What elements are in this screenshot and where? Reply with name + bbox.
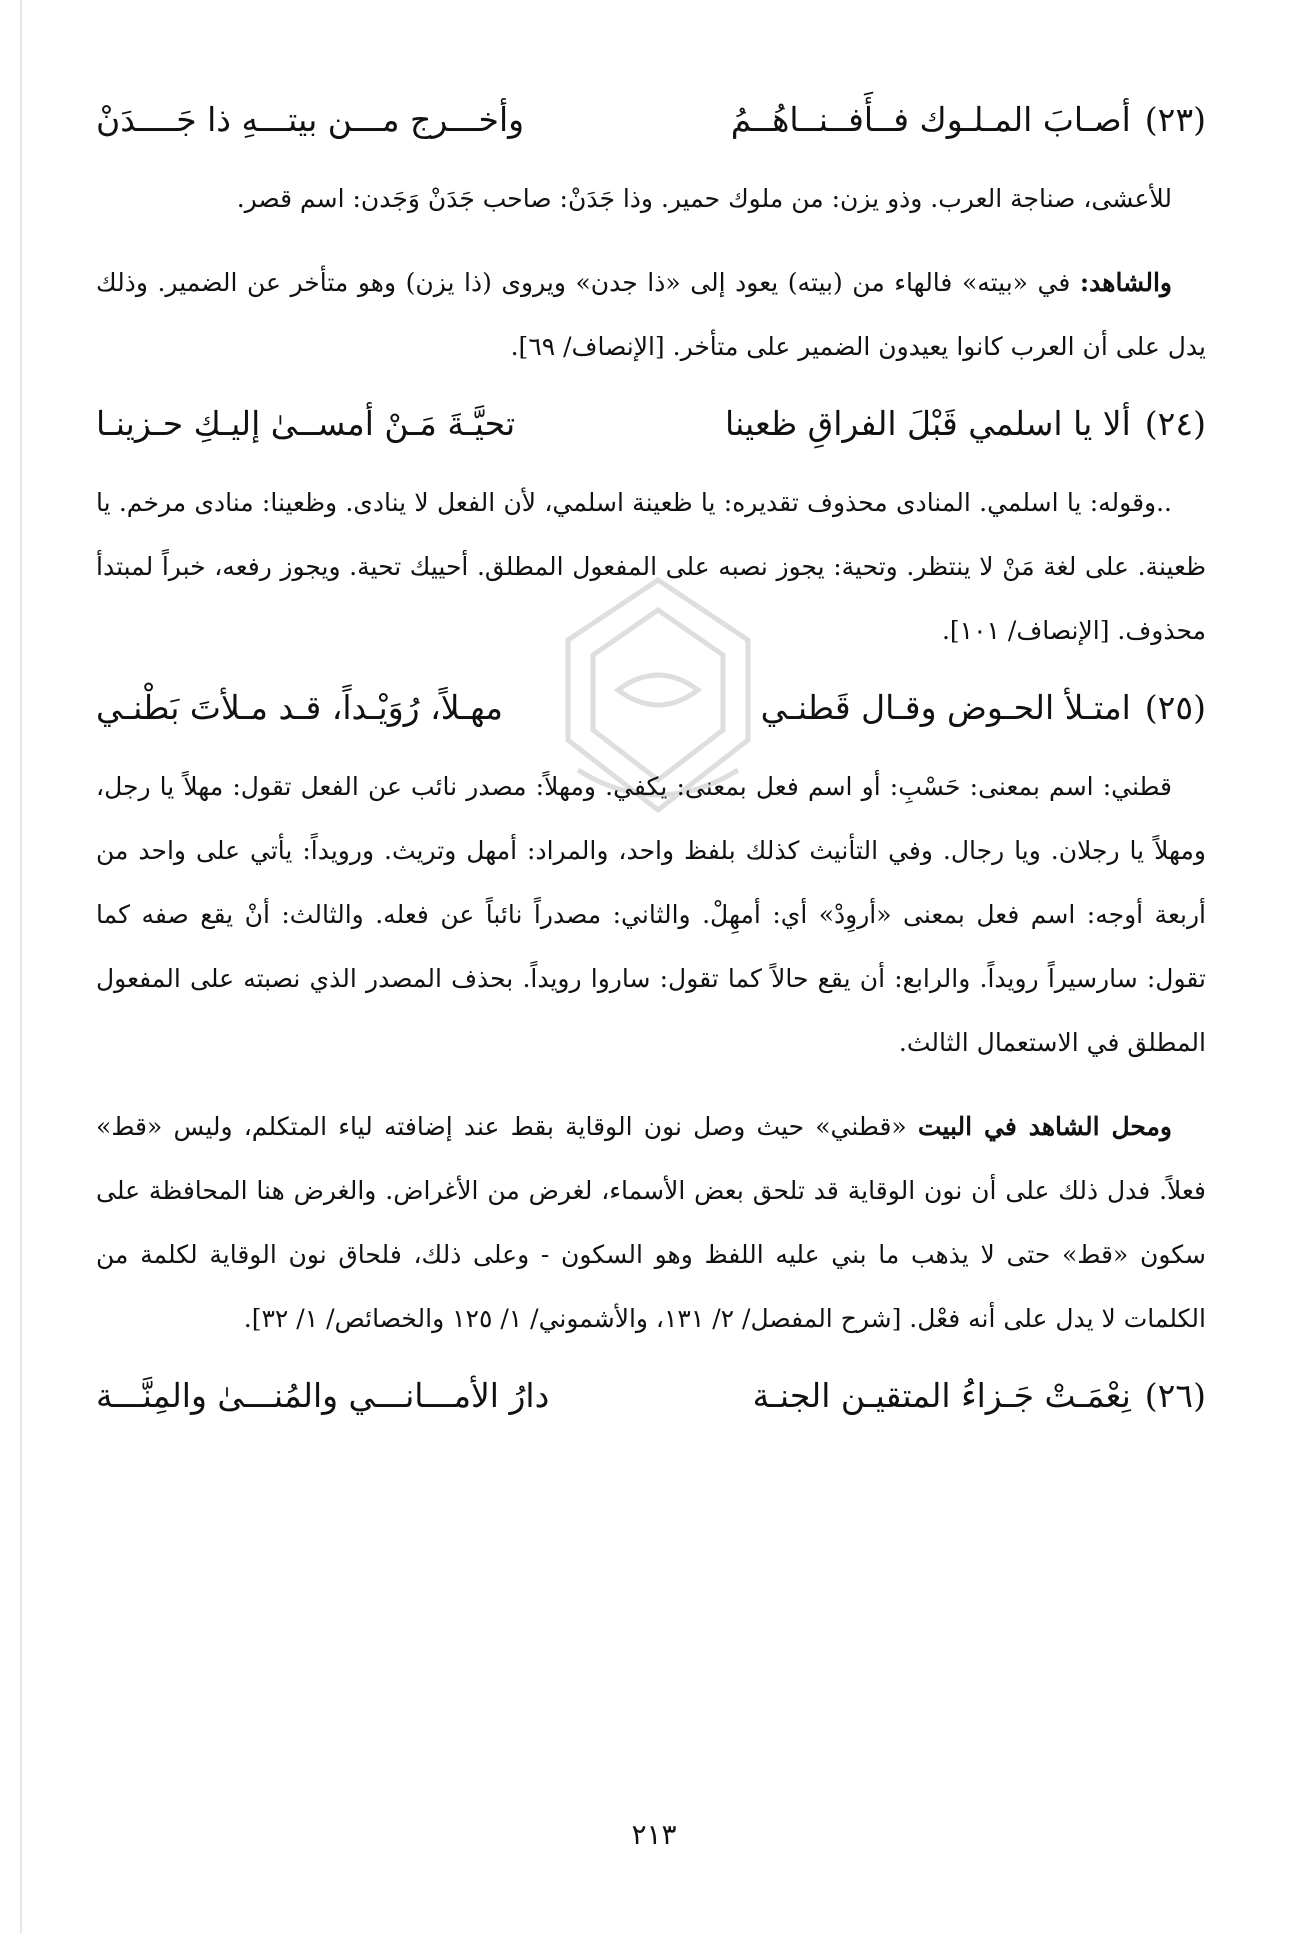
verse-second-hemistich: دارُ الأمـــانـــي والمُنـــىٰ والمِنَّـــة (95, 1376, 550, 1415)
verse-24 (96, 399, 1206, 449)
verse-second-hemistich: وأخـــرج مـــن بيتـــهِ ذا جَــــدَنْ (96, 100, 525, 139)
evidence-lead: والشاهد: (1079, 268, 1172, 297)
commentary-paragraph: قطني: اسم بمعنى: حَسْبِ: أو اسم فعل بمعنى: يكفي. ومهلاً: مصدر نائب عن الفعل تقول: مهلاً يا رجل، ومهلاً يا رجلان. ويا رجال. وفي التأنيث كذلك بلفظ واحد، والمراد: أمهل وتريث. ورويداً: يأتي على واحد من أربعة أوجه: اسم فعل بمعنى «أروِدْ» أي: أمهِلْ. والثاني: مصدراً نائباً عن فعله. والثالث: أنْ يقع صفه كما تقول: سارسيراً رويداً. والرابع: أن يقع حالاً كما تقول: ساروا رويداً. بحذف المصدر الذي نصبته على المفعول المطلق في الاستعمال الثالث. (96, 772, 1206, 1057)
verse-number: (٢٤) (1144, 404, 1206, 443)
commentary-paragraph: ..وقوله: يا اسلمي. المنادى محذوف تقديره: يا ظعينة اسلمي، لأن الفعل لا ينادى. وظعينا: منادى مرخم. يا ظعينة. على لغة مَنْ لا ينتظر. وتحية: يجوز نصبه على المفعول المطلق. أحييك تحية. ويجوز رفعه، خبراً لمبتدأ محذوف. [الإنصاف/ ١٠١]. (96, 488, 1207, 645)
evidence-paragraph (96, 1095, 1206, 1351)
evidence-paragraph (96, 251, 1206, 379)
evidence-text: «قطني» حيث وصل نون الوقاية بقط عند إضافته لياء المتكلم، وليس «قط» فعلاً. فدل ذلك على أن نون الوقاية قد تلحق بعض الأسماء، لغرض من الأغراض. والغرض هنا المحافظة على سكون «قط» حتى لا يذهب ما بني عليه اللفظ وهو السكون - وعلى ذلك، فلحاق نون الوقاية لكلمة من الكلمات لا يدل على أنه فعْل. [شرح المفصل/ ٢/ ١٣١، والأشموني/ ١/ ١٢٥ والخصائص/ ١/ ٣٢]. (96, 1112, 1206, 1333)
scan-edge-line (20, 0, 22, 1933)
verse-first-hemistich: أصـابَ المـلـوك فــأَفــنــاهُــمُ (730, 100, 1131, 139)
page-number: ٢١٣ (631, 1818, 677, 1851)
verse-number: (٢٣) (1144, 100, 1206, 139)
commentary-paragraph: للأعشى، صناجة العرب. وذو يزن: من ملوك حمير. وذا جَدَنْ: صاحب جَدَنْ وَجَدن: اسم قصر. (236, 184, 1172, 213)
page-body (96, 95, 1206, 1443)
verse-25 (96, 683, 1206, 733)
verse-first-hemistich: نِعْمَـتْ جَـزاءُ المتقيـن الجنـة (752, 1376, 1131, 1415)
verse-number: (٢٥) (1144, 688, 1206, 727)
verse-number: (٢٦) (1144, 1376, 1206, 1415)
evidence-text: في «بيته» فالهاء من (بيته) يعود إلى «ذا جدن» ويروى (ذا يزن) وهو متأخر عن الضمير. وذلك يدل على أن العرب كانوا يعيدون الضمير على متأخر. [الإنصاف/ ٦٩]. (96, 268, 1206, 361)
verse-first-hemistich: ألا يا اسلمي قَبْلَ الفراقِ ظعينا (725, 404, 1131, 443)
verse-first-hemistich: امتـلأ الحـوض وقـال قَطنـي (760, 688, 1131, 727)
verse-26 (96, 1371, 1206, 1421)
evidence-lead: ومحل الشاهد في البيت (917, 1112, 1172, 1141)
verse-second-hemistich: مهـلاً، رُوَيْـداً، قـد مـلأتَ بَطْنـي (96, 688, 503, 727)
verse-23 (96, 95, 1206, 145)
verse-second-hemistich: تحيَّـةَ مَـنْ أمســىٰ إليـكِ حـزينـا (95, 404, 516, 443)
